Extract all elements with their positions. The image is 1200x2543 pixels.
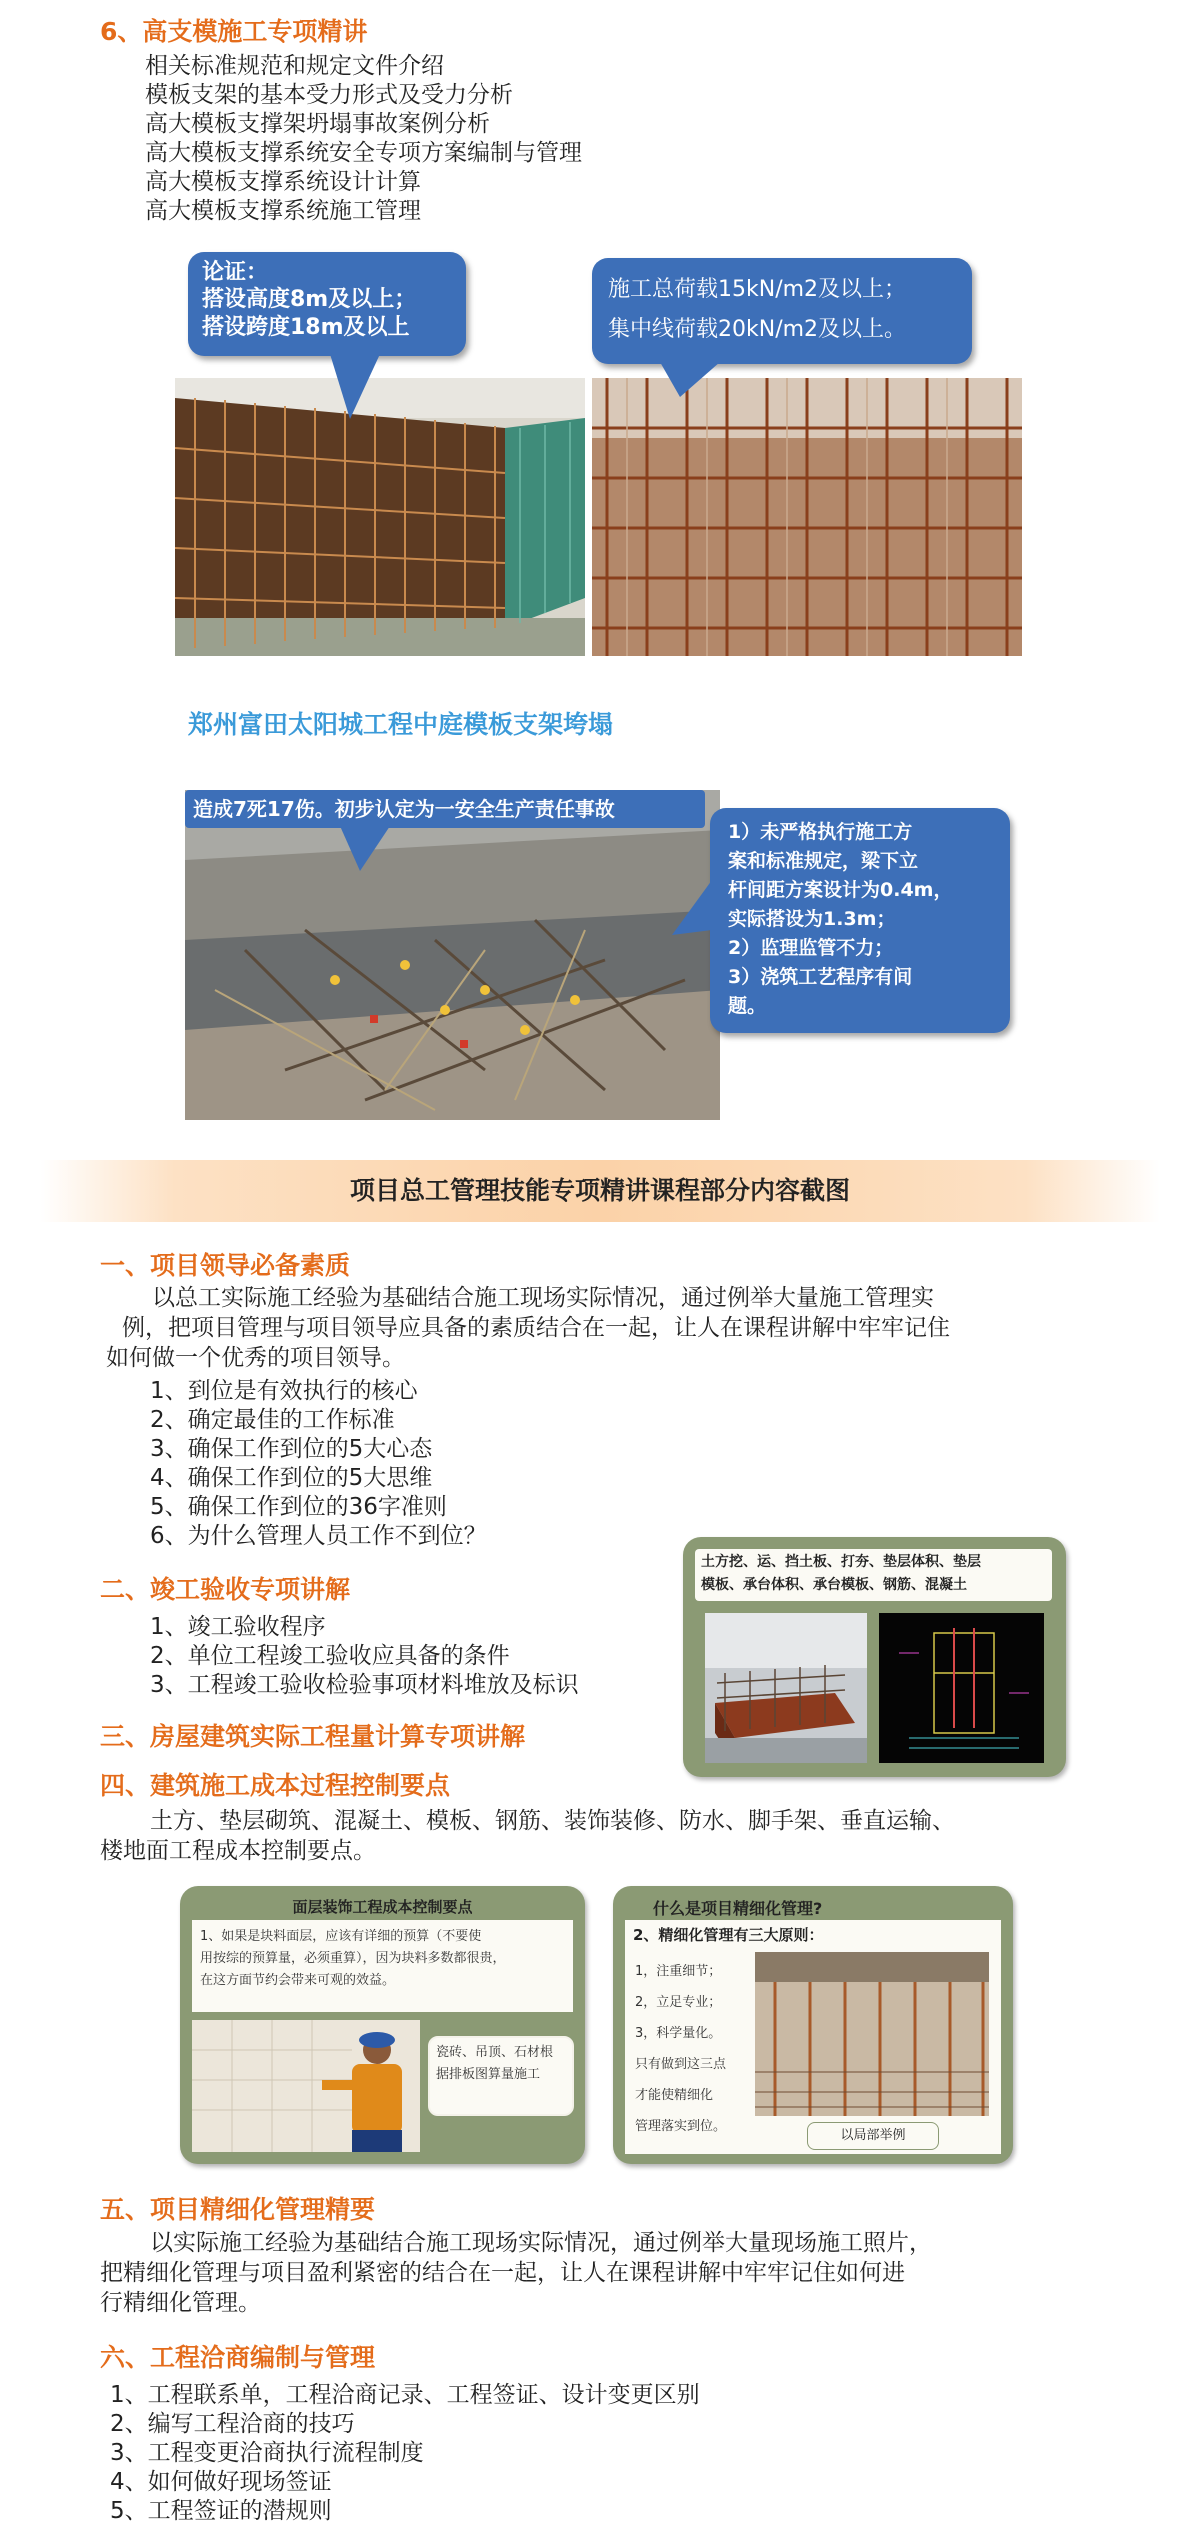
list-item: 4、确保工作到位的5大思维 (150, 1465, 433, 1491)
card-subtitle: 2、精细化管理有三大原则： (633, 1926, 824, 1944)
callout-line: 集中线荷载20kN/m2及以上。 (608, 317, 907, 342)
paragraph-line: 如何做一个优秀的项目领导。 (106, 1345, 405, 1371)
card-line: 用按综的预算量，必须重算），因为块料多数都很贵， (200, 1951, 506, 1966)
accident-caption: 造成7死17伤。初步认定为一安全生产责任事故 (185, 790, 705, 828)
cad-drawing (879, 1613, 1044, 1763)
list-item: 2、编写工程洽商的技巧 (110, 2411, 355, 2437)
card-line: 土方挖、运、挡土板、打夯、垫层体积、垫层 (701, 1554, 981, 1570)
card-line: 管理落实到位。 (635, 2119, 727, 2134)
bubble-tail-icon (330, 354, 390, 424)
reason-line: 案和标准规定，梁下立 (728, 850, 919, 872)
card-title: 面层装饰工程成本控制要点 (292, 1898, 473, 1916)
list-item: 4、如何做好现场签证 (110, 2469, 332, 2495)
paragraph-line: 土方、垫层砌筑、混凝土、模板、钢筋、装饰装修、防水、脚手架、垂直运输、 (150, 1808, 955, 1834)
callout-line: 施工总荷载15kN/m2及以上； (608, 277, 907, 302)
paragraph-line: 以实际施工经验为基础结合施工现场实际情况，通过例举大量现场施工照片， (150, 2230, 932, 2256)
reason-line: 3）浇筑工艺程序有间 (728, 966, 913, 988)
section-2-list (150, 1613, 579, 1700)
list-item: 5、工程签证的潜规则 (110, 2498, 332, 2524)
section-1-title: 一、项目领导必备素质 (100, 1251, 351, 1280)
card-line: 3，科学量化。 (635, 2026, 722, 2041)
paragraph-line: 例，把项目管理与项目领导应具备的素质结合在一起，让人在课程讲解中牢牢记住 (122, 1315, 950, 1341)
reason-line: 2）监理监管不力； (728, 937, 894, 959)
card-line: 1、如果是块料面层，应该有详细的预算（不要使 (200, 1929, 482, 1944)
bubble-tail-icon (340, 826, 400, 876)
list-item: 高大模板支撑架坍塌事故案例分析 (145, 111, 490, 137)
list-item: 相关标准规范和规定文件介绍 (145, 53, 444, 79)
card-line: 2，立足专业； (635, 1995, 722, 2010)
callout-line: 搭设高度8m及以上； (202, 287, 417, 312)
callout-line: 搭设跨度18m及以上 (202, 315, 410, 340)
list-item: 3、确保工作到位的5大心态 (150, 1436, 433, 1462)
section-1-list (150, 1377, 487, 1551)
reason-line: 题。 (728, 995, 767, 1017)
bubble-tail-icon (660, 362, 730, 402)
section-4-paragraph (100, 1806, 1160, 1866)
list-item: 3、工程竣工验收检验事项材料堆放及标识 (150, 1672, 579, 1698)
section-3-title: 三、房屋建筑实际工程量计算专项讲解 (100, 1722, 526, 1751)
section-2-title: 二、竣工验收专项讲解 (100, 1575, 351, 1604)
card-line: 模板、承台体积、承台模板、钢筋、混凝土 (701, 1577, 967, 1593)
card-text-box (192, 1920, 573, 2012)
list-item: 6、为什么管理人员工作不到位？ (150, 1523, 487, 1549)
earthwork-card-header (695, 1549, 1052, 1601)
card-line: 瓷砖、吊顶、石材根 (436, 2045, 554, 2060)
section-6-title: 6、高支模施工专项精讲 (100, 17, 368, 46)
callout-line: 论证： (202, 260, 269, 285)
section-6b-title: 六、工程洽商编制与管理 (100, 2343, 376, 2372)
worker-tile-photo (192, 2020, 420, 2152)
list-item: 模板支架的基本受力形式及受力分析 (145, 82, 513, 108)
accident-title: 郑州富田太阳城工程中庭模板支架垮塌 (188, 710, 614, 739)
rebar-cage-photo (705, 1613, 867, 1763)
fine-management-card (613, 1886, 1013, 2164)
card-note (428, 2036, 574, 2116)
section-5-paragraph (100, 2228, 1160, 2318)
bubble-tail-icon (672, 880, 717, 940)
scaffold-photo-right (592, 378, 1022, 656)
card-list (635, 1956, 726, 2142)
paragraph-line: 行精细化管理。 (100, 2290, 261, 2316)
reason-line: 1）未严格执行施工方 (728, 821, 913, 843)
accident-photo (185, 790, 720, 1120)
card-line: 在这方面节约会带来可观的效益。 (200, 1973, 396, 1988)
earthwork-card (683, 1537, 1066, 1777)
paragraph-line: 把精细化管理与项目盈利紧密的结合在一起，让人在课程讲解中牢牢记住如何进 (100, 2260, 905, 2286)
list-item: 1、工程联系单，工程洽商记录、工程签证、设计变更区别 (110, 2382, 700, 2408)
reasons-bubble (710, 808, 1010, 1033)
list-item: 高大模板支撑系统安全专项方案编制与管理 (145, 140, 582, 166)
decoration-cost-card (180, 1886, 585, 2164)
section-6b-list (110, 2381, 700, 2526)
formwork-support-photo (755, 1952, 989, 2116)
card-title: 什么是项目精细化管理? (653, 1899, 823, 1918)
list-item: 高大模板支撑系统施工管理 (145, 198, 421, 224)
callout-bubble-2 (592, 258, 972, 364)
callout-bubble-1 (188, 252, 466, 356)
card-line: 1，注重细节； (635, 1964, 722, 1979)
card-line: 只有做到这三点 (635, 2057, 727, 2072)
list-item: 1、到位是有效执行的核心 (150, 1378, 418, 1404)
section-5-title: 五、项目精细化管理精要 (100, 2195, 376, 2224)
list-item: 2、单位工程竣工验收应具备的条件 (150, 1643, 510, 1669)
list-item: 2、确定最佳的工作标准 (150, 1407, 395, 1433)
section-1-paragraph (100, 1283, 1100, 1373)
paragraph-line: 以总工实际施工经验为基础结合施工现场实际情况，通过例举大量施工管理实 (152, 1285, 934, 1311)
photo-caption: 以局部举例 (807, 2122, 939, 2150)
section-6-list (145, 52, 582, 226)
list-item: 3、工程变更洽商执行流程制度 (110, 2440, 424, 2466)
card-line: 才能使精细化 (635, 2088, 714, 2103)
list-item: 高大模板支撑系统设计计算 (145, 169, 421, 195)
reason-line: 杆间距方案设计为0.4m， (728, 879, 953, 901)
card-line: 据排板图算量施工 (436, 2067, 541, 2082)
reason-line: 实际搭设为1.3m； (728, 908, 896, 930)
banner-title: 项目总工管理技能专项精讲课程部分内容截图 (349, 1176, 850, 1205)
list-item: 5、确保工作到位的36字准则 (150, 1494, 447, 1520)
section-4-title: 四、建筑施工成本过程控制要点 (100, 1771, 451, 1800)
paragraph-line: 楼地面工程成本控制要点。 (100, 1838, 376, 1864)
list-item: 1、竣工验收程序 (150, 1614, 326, 1640)
card-body (625, 1920, 1001, 2154)
